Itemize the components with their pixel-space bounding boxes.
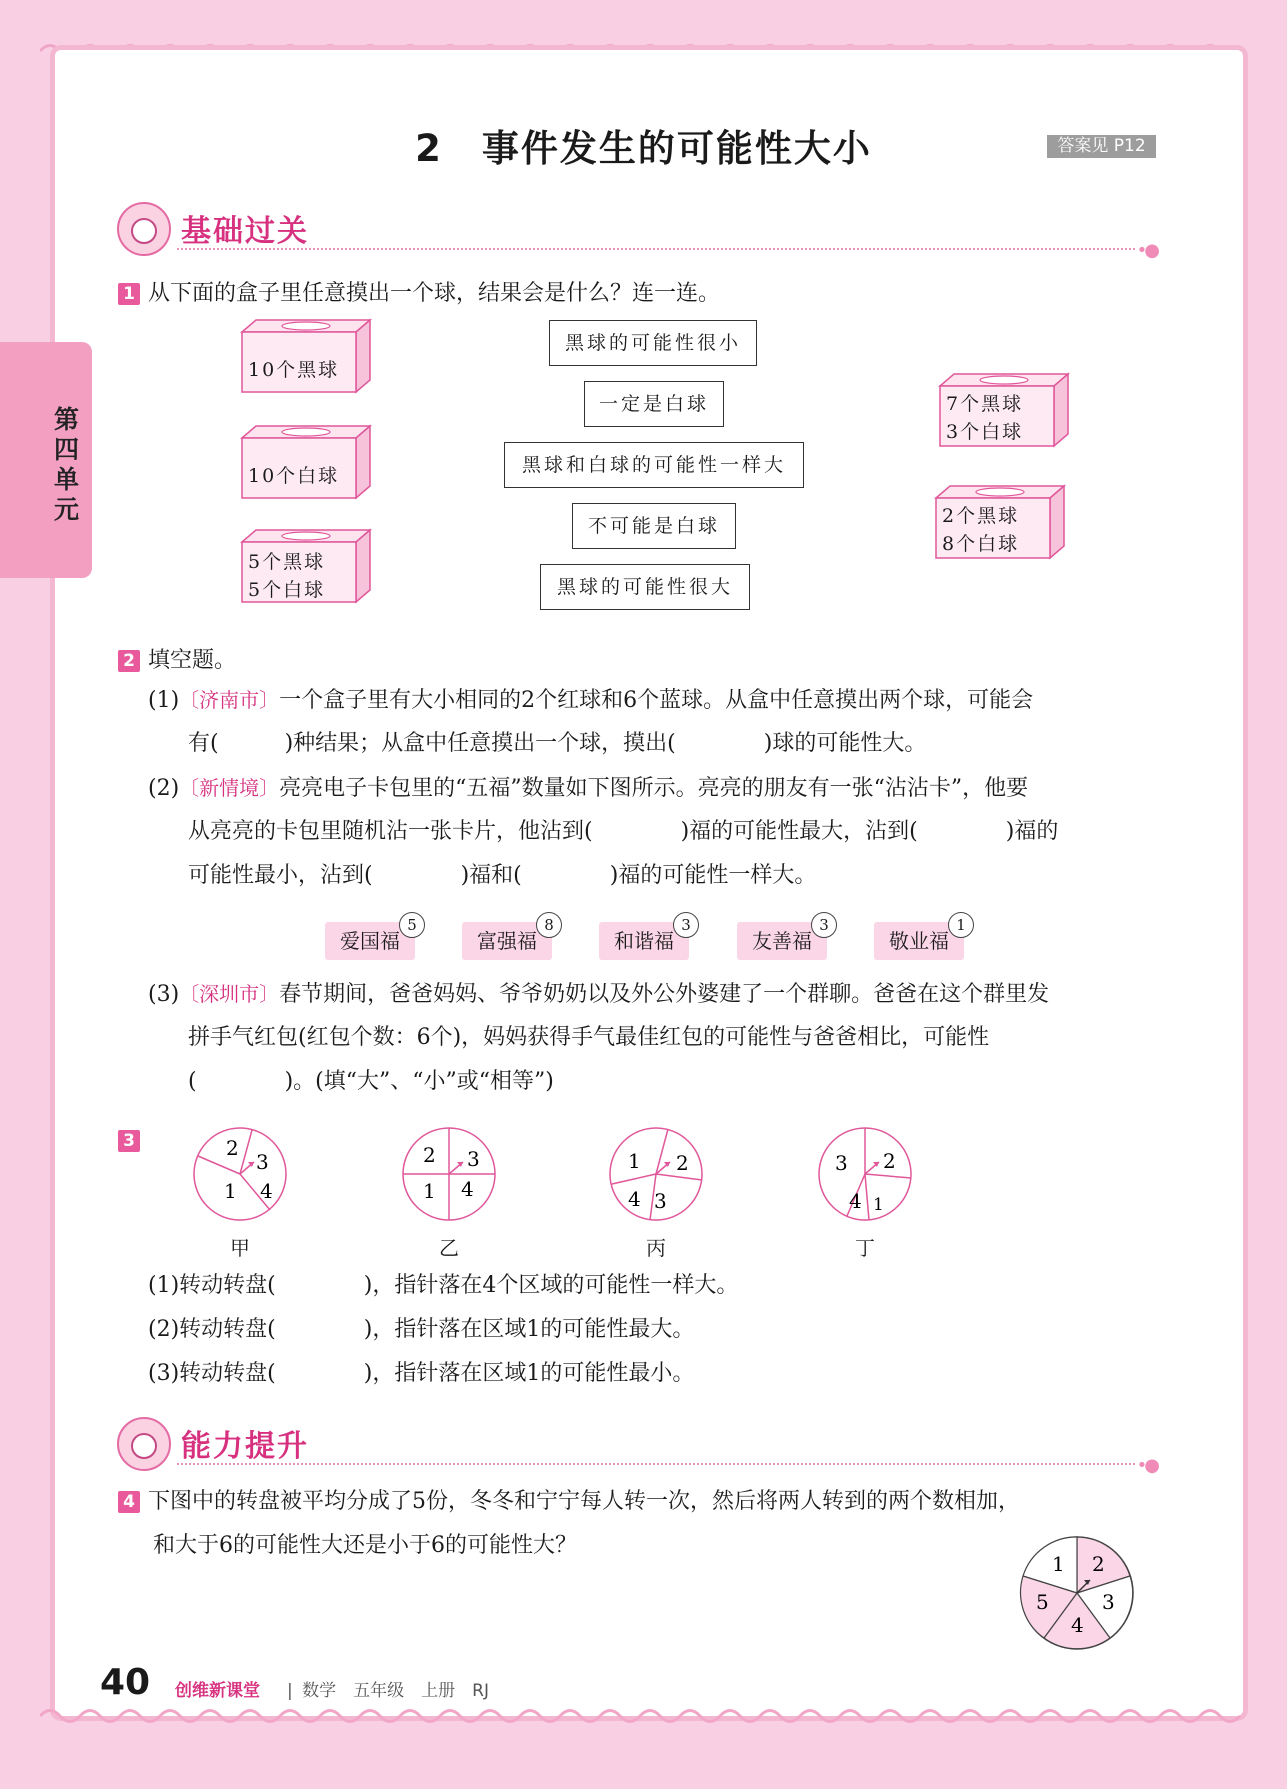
unit-char: 四	[54, 435, 80, 464]
sector-label: 3	[256, 1150, 269, 1174]
q3-sub3: (3)转动转盘( )，指针落在区域1的可能性最小。	[148, 1361, 695, 1386]
region-tag: 〔济南市〕	[179, 688, 280, 712]
sector-label: 1	[628, 1149, 641, 1173]
outcome-phrase[interactable]: 一定是白球	[584, 381, 724, 427]
part-text: 春节期间，爸爸妈妈、爷爷奶奶以及外公外婆建了一个群聊。爸爸在这个群里发	[279, 982, 1050, 1007]
box-label: 10个黑球	[248, 359, 340, 381]
footer-meta: | 数学 五年级 上册 RJ	[287, 1681, 489, 1701]
card-count: 8	[536, 912, 562, 938]
outcome-phrase[interactable]: 黑球的可能性很小	[549, 320, 757, 366]
wavy-border-bottom	[40, 1705, 1255, 1727]
footer-brand: 创维新课堂	[175, 1681, 260, 1701]
spinner-jia	[192, 1126, 288, 1262]
q2-part3-line1	[148, 982, 1049, 1007]
decor-dots-icon: •●	[1136, 1455, 1157, 1476]
sector-label: 4	[1071, 1613, 1084, 1637]
box-label	[942, 502, 1019, 558]
box-label	[946, 390, 1023, 446]
sector-label: 3	[1102, 1590, 1115, 1614]
question-number: 4	[118, 1491, 140, 1513]
spinner-five-part	[1018, 1534, 1136, 1652]
unit-side-label	[54, 405, 94, 525]
spinner-caption: 丙	[646, 1236, 666, 1260]
page-title: 2 事件发生的可能性大小	[415, 127, 872, 170]
card-count: 1	[948, 912, 974, 938]
ball-box[interactable]	[240, 424, 380, 500]
spinner-caption: 甲	[230, 1236, 250, 1260]
ball-box[interactable]	[240, 318, 380, 394]
spinner-disc	[1018, 1534, 1136, 1652]
region-tag: 〔新情境〕	[179, 776, 280, 800]
part-label: (1)	[148, 688, 180, 713]
section-title: 能力提升	[181, 1429, 309, 1464]
question-text: 从下面的盒子里任意摸出一个球，结果会是什么？连一连。	[148, 281, 721, 306]
sector-label: 2	[1092, 1552, 1105, 1576]
ball-box[interactable]	[240, 528, 380, 604]
fu-card	[874, 916, 966, 960]
section-header-basic	[117, 202, 1157, 261]
box-label	[248, 548, 325, 604]
spinner-disc	[608, 1126, 704, 1222]
fu-card	[737, 916, 829, 960]
q3-sub1: (1)转动转盘( )，指针落在4个区域的可能性一样大。	[148, 1273, 739, 1298]
q2-part3-line3: ( )。(填“大”、“小”或“相等”)	[188, 1069, 554, 1094]
sector-label: 1	[1052, 1552, 1065, 1576]
sector-label: 4	[849, 1189, 862, 1213]
q2-part3-line2: 拼手气红包(红包个数：6个)，妈妈获得手气最佳红包的可能性与爸爸相比，可能性	[188, 1025, 990, 1050]
question-2	[118, 643, 236, 674]
sector-label: 2	[676, 1151, 689, 1175]
question-text: 下图中的转盘被平均分成了5份，冬冬和宁宁每人转一次，然后将两人转到的两个数相加，	[148, 1489, 1021, 1514]
card-name: 敬业福	[889, 929, 949, 953]
spinner-disc	[817, 1126, 913, 1222]
outcome-phrase[interactable]: 黑球和白球的可能性一样大	[504, 442, 804, 488]
section-title: 基础过关	[181, 214, 309, 249]
section-header-advanced	[117, 1417, 1157, 1476]
question-number: 3	[118, 1130, 140, 1152]
spinner-disc	[192, 1126, 288, 1222]
question-1	[118, 276, 720, 307]
sector-label: 2	[423, 1143, 436, 1167]
question-number: 2	[118, 650, 140, 672]
sector-label: 4	[628, 1187, 641, 1211]
q2-part2-line3: 可能性最小，沾到( )福和( )福的可能性一样大。	[188, 863, 817, 888]
box-label-line: 8个白球	[942, 533, 1020, 555]
q2-part1-line2: 有( )种结果；从盒中任意摸出一个球，摸出( )球的可能性大。	[188, 731, 927, 756]
spinner-caption: 乙	[439, 1236, 459, 1260]
question-number: 1	[118, 283, 140, 305]
sector-label: 3	[467, 1147, 480, 1171]
spinner-bing	[608, 1126, 704, 1262]
outcome-phrase[interactable]: 黑球的可能性很大	[540, 564, 750, 610]
ball-box[interactable]	[934, 484, 1074, 560]
card-name: 友善福	[752, 929, 812, 953]
ball-box[interactable]	[938, 372, 1078, 448]
card-count: 3	[811, 912, 837, 938]
outcome-phrase[interactable]: 不可能是白球	[572, 503, 736, 549]
sector-label: 4	[260, 1179, 273, 1203]
decor-dots-icon: •●	[1136, 240, 1157, 261]
part-label: (2)	[148, 776, 180, 801]
sector-label: 5	[1036, 1590, 1049, 1614]
question-4-line2: 和大于6的可能性大还是小于6的可能性大？	[153, 1533, 577, 1558]
unit-char: 单	[54, 465, 80, 494]
fu-card	[599, 916, 691, 960]
box-label-line: 7个黑球	[946, 393, 1024, 415]
card-name: 富强福	[477, 929, 537, 953]
sector-label: 1	[224, 1179, 237, 1203]
box-label-line: 5个黑球	[248, 551, 326, 573]
region-tag: 〔深圳市〕	[179, 982, 280, 1006]
section-divider	[177, 1463, 1135, 1465]
fu-card	[325, 916, 417, 960]
fu-card	[462, 916, 554, 960]
question-3	[118, 1128, 148, 1153]
card-name: 和谐福	[614, 929, 674, 953]
part-text: 一个盒子里有大小相同的2个红球和6个蓝球。从盒中任意摸出两个球，可能会	[279, 688, 1034, 713]
sector-label: 1	[873, 1195, 884, 1215]
q2-part2-line2: 从亮亮的卡包里随机沾一张卡片，他沾到( )福的可能性最大，沾到( )福的	[188, 819, 1059, 844]
q3-sub2: (2)转动转盘( )，指针落在区域1的可能性最大。	[148, 1317, 695, 1342]
unit-char: 元	[54, 495, 80, 524]
box-label-line: 2个黑球	[942, 505, 1020, 527]
card-count: 5	[399, 912, 425, 938]
card-name: 爱国福	[340, 929, 400, 953]
part-text: 亮亮电子卡包里的“五福”数量如下图所示。亮亮的朋友有一张“沾沾卡”，他要	[279, 776, 1029, 801]
card-count: 3	[673, 912, 699, 938]
sector-label: 3	[835, 1151, 848, 1175]
q2-part1-line1	[148, 688, 1033, 713]
box-label: 10个白球	[248, 465, 340, 487]
page-number: 40	[100, 1662, 151, 1703]
spinner-yi	[401, 1126, 497, 1262]
sector-label: 3	[654, 1189, 667, 1213]
mascot-icon	[117, 1417, 171, 1471]
sector-label: 4	[461, 1177, 474, 1201]
spinner-disc	[401, 1126, 497, 1222]
sector-label: 1	[423, 1179, 436, 1203]
mascot-icon	[117, 202, 171, 256]
question-text: 填空题。	[148, 648, 237, 673]
answer-reference-badge: 答案见 P12	[1047, 135, 1156, 158]
sector-label: 2	[883, 1149, 896, 1173]
spinner-ding	[817, 1126, 913, 1262]
q2-part2-line1	[148, 776, 1028, 801]
part-label: (3)	[148, 982, 180, 1007]
box-label-line: 5个白球	[248, 579, 326, 601]
question-4-line1	[118, 1490, 1020, 1514]
sector-label: 2	[226, 1136, 239, 1160]
spinner-caption: 丁	[855, 1236, 875, 1260]
section-divider	[177, 248, 1135, 250]
unit-char: 第	[54, 405, 80, 434]
box-label-line: 3个白球	[946, 421, 1024, 443]
